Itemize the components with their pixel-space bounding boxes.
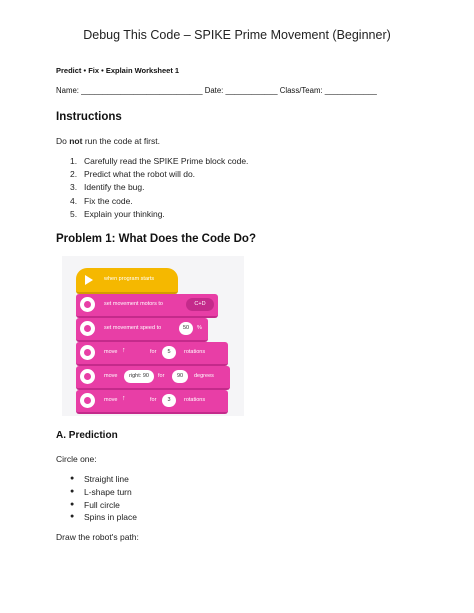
- motor-icon: [80, 393, 95, 408]
- motors-dropdown: C+D: [186, 298, 214, 311]
- steer-value: right: 90: [124, 370, 154, 383]
- set-movement-motors-block: set movement motors to C+D: [76, 294, 218, 318]
- speed-value: 50: [179, 322, 193, 335]
- arrow-up-icon: ↑: [122, 347, 126, 354]
- motor-icon: [80, 345, 95, 360]
- motor-icon: [80, 297, 95, 312]
- list-item: 5. Explain your thinking.: [70, 208, 165, 219]
- move-forward-block: move ↑ for 5 rotations: [76, 342, 228, 366]
- list-item: ● Full circle: [70, 499, 120, 510]
- list-item: 3. Identify the bug.: [70, 182, 145, 193]
- problem-1-heading: Problem 1: What Does the Code Do?: [56, 233, 256, 245]
- list-item: 2. Predict what the robot will do.: [70, 169, 196, 180]
- motor-icon: [80, 369, 95, 384]
- list-item: ● Spins in place: [70, 512, 137, 523]
- bullet-icon: ●: [70, 475, 75, 482]
- list-item: ● L-shape turn: [70, 486, 132, 497]
- circle-one-label: Circle one:: [56, 454, 97, 464]
- document-title: Debug This Code – SPIKE Prime Movement (Beginner): [83, 28, 391, 42]
- instruction-steps: [70, 155, 248, 221]
- when-program-starts-block: when program starts: [76, 268, 178, 294]
- move-forward-block: move ↑ for 3 rotations: [76, 390, 228, 414]
- list-item: 1. Carefully read the SPIKE Prime block code.: [70, 156, 249, 166]
- bullet-icon: ●: [70, 500, 75, 508]
- draw-path-label: Draw the robot's path:: [56, 532, 139, 542]
- bullet-icon: ●: [70, 487, 75, 495]
- worksheet-subtitle: Predict • Fix • Explain Worksheet 1: [56, 66, 180, 75]
- rotations-value: 3: [162, 394, 176, 407]
- set-movement-speed-block: set movement speed to 50 %: [76, 318, 208, 342]
- arrow-up-icon: ↑: [122, 395, 126, 402]
- bullet-icon: ●: [70, 513, 75, 521]
- instructions-intro: Do not run the code at first.: [56, 136, 160, 146]
- prediction-heading: A. Prediction: [56, 430, 118, 441]
- list-item: 4. Fix the code.: [70, 195, 133, 206]
- move-steer-block: move right: 90 for 90 degrees: [76, 366, 230, 390]
- list-item: ● Straight line: [70, 474, 129, 484]
- motor-icon: [80, 321, 95, 336]
- play-icon: [85, 275, 93, 285]
- degrees-value: 90: [172, 370, 188, 383]
- instructions-heading: Instructions: [56, 111, 122, 123]
- prediction-options: [70, 473, 137, 524]
- rotations-value: 5: [162, 346, 176, 359]
- name-date-class-line: Name: ____________________________ Date: ____________ Class/Team: ____________: [56, 86, 377, 95]
